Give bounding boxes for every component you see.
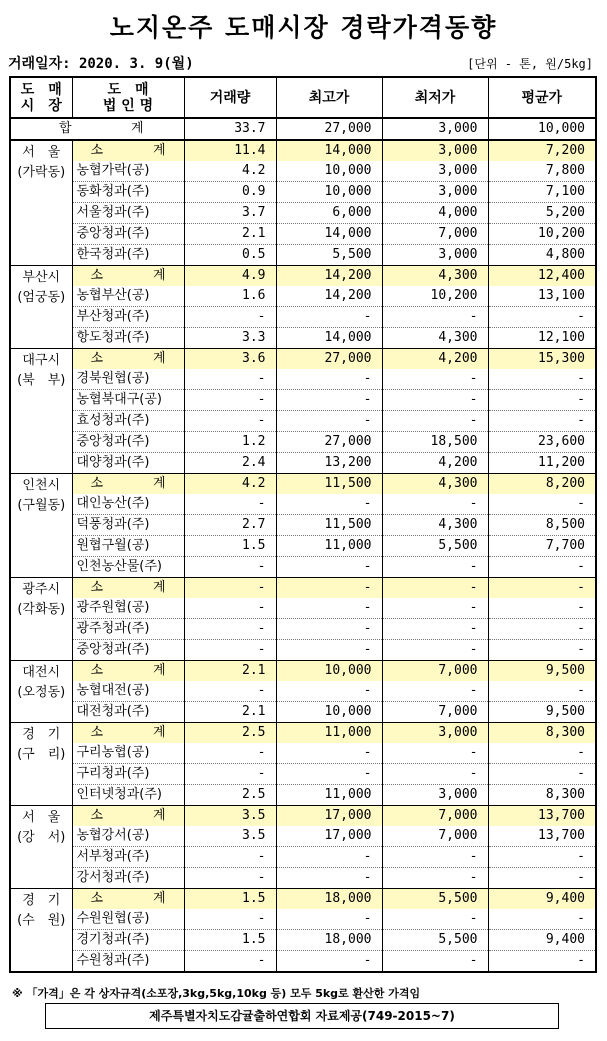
market-district: (가락동) bbox=[17, 165, 66, 180]
cell-volume: 2.1 bbox=[184, 661, 276, 682]
corp-name: 농협부산(공) bbox=[72, 286, 184, 307]
subtotal-label: 소 계 bbox=[72, 889, 184, 910]
market-district: (오정동) bbox=[17, 685, 66, 700]
cell-avg: 9,500 bbox=[488, 702, 596, 723]
source-box: 제주특별자치도감귤출하연합회 자료제공(749-2015~7) bbox=[45, 1003, 559, 1029]
cell-max: 10,000 bbox=[276, 702, 382, 723]
total-row bbox=[10, 118, 596, 140]
cell-max: 17,000 bbox=[276, 806, 382, 827]
corp-header: 도 매 법 인 명 bbox=[72, 77, 184, 118]
cell-volume: - bbox=[184, 640, 276, 661]
market-city: 경 기 bbox=[22, 893, 61, 908]
cell-min: 4,300 bbox=[382, 515, 488, 536]
table-row bbox=[10, 847, 596, 868]
cell-min: 4,300 bbox=[382, 328, 488, 349]
cell-max: - bbox=[276, 764, 382, 785]
table-row bbox=[10, 328, 596, 349]
cell-min: 7,000 bbox=[382, 224, 488, 245]
cell-min: 18,500 bbox=[382, 432, 488, 453]
cell-max: 14,200 bbox=[276, 286, 382, 307]
corp-name: 중앙청과(주) bbox=[72, 224, 184, 245]
cell-volume: 1.5 bbox=[184, 889, 276, 910]
table-row bbox=[10, 432, 596, 453]
cell-avg: 15,300 bbox=[488, 349, 596, 370]
corp-name: 원협구월(공) bbox=[72, 536, 184, 557]
corp-name: 서울청과(주) bbox=[72, 203, 184, 224]
corp-name: 수원원협(공) bbox=[72, 909, 184, 930]
table-row bbox=[10, 619, 596, 640]
cell-volume: - bbox=[184, 411, 276, 432]
cell-avg: 9,500 bbox=[488, 661, 596, 682]
corp-name: 경기청과(주) bbox=[72, 930, 184, 951]
cell-min: 4,300 bbox=[382, 474, 488, 495]
cell-volume: - bbox=[184, 307, 276, 328]
subtotal-row bbox=[10, 806, 596, 827]
cell-min: - bbox=[382, 764, 488, 785]
cell-avg: 9,400 bbox=[488, 889, 596, 910]
cell-avg: 12,100 bbox=[488, 328, 596, 349]
page-title: 노지온주 도매시장 경락가격동향 bbox=[109, 13, 498, 42]
cell-min: 4,200 bbox=[382, 453, 488, 474]
market-city: 서 울 bbox=[22, 810, 61, 825]
cell-volume: 2.4 bbox=[184, 453, 276, 474]
subtotal-row bbox=[10, 578, 596, 599]
table-row bbox=[10, 286, 596, 307]
table-row bbox=[10, 182, 596, 203]
table-row bbox=[10, 640, 596, 661]
cell-avg: - bbox=[488, 598, 596, 619]
table-row bbox=[10, 390, 596, 411]
cell-avg: 11,200 bbox=[488, 453, 596, 474]
cell-avg: - bbox=[488, 390, 596, 411]
cell-volume: - bbox=[184, 578, 276, 599]
subtotal-label: 소 계 bbox=[72, 578, 184, 599]
cell-volume: - bbox=[184, 619, 276, 640]
cell-max: - bbox=[276, 909, 382, 930]
market-region bbox=[10, 889, 72, 973]
corp-name: 구리청과(주) bbox=[72, 764, 184, 785]
cell-volume: - bbox=[184, 868, 276, 889]
corp-name: 한국청과(주) bbox=[72, 245, 184, 266]
table-row bbox=[10, 764, 596, 785]
cell-min: - bbox=[382, 847, 488, 868]
cell-min: - bbox=[382, 868, 488, 889]
market-district: (강 서) bbox=[17, 830, 66, 845]
cell-min: - bbox=[382, 951, 488, 973]
market-district: (각화동) bbox=[17, 602, 66, 617]
cell-min: 10,200 bbox=[382, 286, 488, 307]
market-district: (구월동) bbox=[17, 498, 66, 513]
corp-name: 경북원협(공) bbox=[72, 369, 184, 390]
corp-name: 중앙청과(주) bbox=[72, 640, 184, 661]
cell-max: 18,000 bbox=[276, 889, 382, 910]
cell-max: - bbox=[276, 390, 382, 411]
cell-max: - bbox=[276, 951, 382, 973]
subtotal-row bbox=[10, 140, 596, 161]
total-volume: 33.7 bbox=[184, 118, 276, 140]
avg-price-header: 평균가 bbox=[488, 77, 596, 118]
cell-max: 13,200 bbox=[276, 453, 382, 474]
cell-avg: - bbox=[488, 494, 596, 515]
market-region bbox=[10, 723, 72, 806]
table-row bbox=[10, 909, 596, 930]
cell-volume: - bbox=[184, 681, 276, 702]
corp-name: 인천농산물(주) bbox=[72, 557, 184, 578]
table-row bbox=[10, 743, 596, 764]
subtotal-row bbox=[10, 661, 596, 682]
total-max: 27,000 bbox=[276, 118, 382, 140]
min-price-header: 최저가 bbox=[382, 77, 488, 118]
corp-name: 농협대전(공) bbox=[72, 681, 184, 702]
corp-name: 강서청과(주) bbox=[72, 868, 184, 889]
cell-min: 7,000 bbox=[382, 826, 488, 847]
volume-header: 거래량 bbox=[184, 77, 276, 118]
cell-max: - bbox=[276, 578, 382, 599]
table-row bbox=[10, 411, 596, 432]
subtotal-row bbox=[10, 266, 596, 287]
cell-avg: 7,800 bbox=[488, 161, 596, 182]
subtotal-label: 소 계 bbox=[72, 266, 184, 287]
cell-avg: - bbox=[488, 411, 596, 432]
corp-name: 인터넷청과(주) bbox=[72, 785, 184, 806]
cell-min: 4,300 bbox=[382, 266, 488, 287]
cell-avg: - bbox=[488, 619, 596, 640]
cell-min: 3,000 bbox=[382, 182, 488, 203]
cell-volume: - bbox=[184, 390, 276, 411]
cell-avg: - bbox=[488, 951, 596, 973]
market-district: (구 리) bbox=[17, 747, 66, 762]
cell-volume: - bbox=[184, 847, 276, 868]
subtotal-label: 소 계 bbox=[72, 140, 184, 161]
cell-volume: - bbox=[184, 598, 276, 619]
corp-name: 광주원협(공) bbox=[72, 598, 184, 619]
corp-name: 덕풍청과(주) bbox=[72, 515, 184, 536]
cell-min: 7,000 bbox=[382, 702, 488, 723]
market-header: 도 매 시 장 bbox=[10, 77, 72, 118]
table-row bbox=[10, 930, 596, 951]
cell-volume: 3.7 bbox=[184, 203, 276, 224]
cell-min: - bbox=[382, 598, 488, 619]
market-city: 인천시 bbox=[22, 478, 61, 493]
cell-volume: 11.4 bbox=[184, 140, 276, 161]
cell-max: - bbox=[276, 494, 382, 515]
cell-min: 5,500 bbox=[382, 930, 488, 951]
cell-min: - bbox=[382, 909, 488, 930]
cell-max: 14,000 bbox=[276, 224, 382, 245]
cell-min: 3,000 bbox=[382, 245, 488, 266]
cell-volume: 2.1 bbox=[184, 702, 276, 723]
cell-avg: - bbox=[488, 557, 596, 578]
cell-avg: 9,400 bbox=[488, 930, 596, 951]
table-row bbox=[10, 494, 596, 515]
table-row bbox=[10, 598, 596, 619]
cell-avg: 10,200 bbox=[488, 224, 596, 245]
cell-volume: 3.5 bbox=[184, 826, 276, 847]
cell-avg: 23,600 bbox=[488, 432, 596, 453]
cell-avg: 8,300 bbox=[488, 785, 596, 806]
market-city: 광주시 bbox=[22, 582, 61, 597]
subtotal-row bbox=[10, 474, 596, 495]
cell-max: 10,000 bbox=[276, 661, 382, 682]
cell-volume: 0.9 bbox=[184, 182, 276, 203]
table-row bbox=[10, 224, 596, 245]
cell-avg: 12,400 bbox=[488, 266, 596, 287]
market-district: (수 원) bbox=[17, 913, 66, 928]
table-row bbox=[10, 951, 596, 973]
table-row bbox=[10, 161, 596, 182]
cell-avg: 7,100 bbox=[488, 182, 596, 203]
table-row bbox=[10, 702, 596, 723]
cell-max: - bbox=[276, 411, 382, 432]
cell-avg: - bbox=[488, 681, 596, 702]
total-label: 합 계 bbox=[10, 118, 184, 140]
cell-max: 6,000 bbox=[276, 203, 382, 224]
trade-date: 거래일자: 2020. 3. 9(월) bbox=[8, 56, 194, 72]
cell-volume: - bbox=[184, 557, 276, 578]
cell-volume: 2.5 bbox=[184, 723, 276, 744]
corp-name: 항도청과(주) bbox=[72, 328, 184, 349]
cell-avg: - bbox=[488, 640, 596, 661]
market-region bbox=[10, 349, 72, 474]
cell-max: 18,000 bbox=[276, 930, 382, 951]
subtotal-label: 소 계 bbox=[72, 474, 184, 495]
cell-min: - bbox=[382, 640, 488, 661]
cell-avg: - bbox=[488, 847, 596, 868]
corp-name: 대양청과(주) bbox=[72, 453, 184, 474]
cell-volume: - bbox=[184, 369, 276, 390]
cell-max: 14,000 bbox=[276, 140, 382, 161]
cell-volume: 2.5 bbox=[184, 785, 276, 806]
market-region bbox=[10, 140, 72, 266]
market-district: (엄궁동) bbox=[17, 290, 66, 305]
table-row bbox=[10, 826, 596, 847]
cell-avg: - bbox=[488, 764, 596, 785]
market-city: 대구시 bbox=[22, 353, 61, 368]
cell-min: 7,000 bbox=[382, 806, 488, 827]
table-row bbox=[10, 245, 596, 266]
max-price-header: 최고가 bbox=[276, 77, 382, 118]
market-city: 대전시 bbox=[22, 665, 61, 680]
market-region bbox=[10, 474, 72, 578]
cell-min: - bbox=[382, 390, 488, 411]
table-row bbox=[10, 536, 596, 557]
cell-avg: - bbox=[488, 369, 596, 390]
cell-min: 5,500 bbox=[382, 536, 488, 557]
cell-min: - bbox=[382, 557, 488, 578]
cell-avg: 5,200 bbox=[488, 203, 596, 224]
corp-name: 대인농산(주) bbox=[72, 494, 184, 515]
cell-avg: 7,700 bbox=[488, 536, 596, 557]
cell-volume: 0.5 bbox=[184, 245, 276, 266]
table-row bbox=[10, 868, 596, 889]
cell-volume: 2.1 bbox=[184, 224, 276, 245]
corp-name: 대전청과(주) bbox=[72, 702, 184, 723]
cell-min: 4,200 bbox=[382, 349, 488, 370]
cell-max: 17,000 bbox=[276, 826, 382, 847]
total-min: 3,000 bbox=[382, 118, 488, 140]
cell-max: - bbox=[276, 369, 382, 390]
cell-min: - bbox=[382, 307, 488, 328]
cell-volume: 1.6 bbox=[184, 286, 276, 307]
cell-avg: 13,100 bbox=[488, 286, 596, 307]
cell-volume: 3.6 bbox=[184, 349, 276, 370]
cell-max: 14,000 bbox=[276, 328, 382, 349]
table-header-row bbox=[10, 77, 596, 118]
cell-min: - bbox=[382, 411, 488, 432]
cell-max: 11,500 bbox=[276, 474, 382, 495]
cell-volume: - bbox=[184, 743, 276, 764]
market-region bbox=[10, 266, 72, 349]
cell-volume: - bbox=[184, 909, 276, 930]
cell-max: 27,000 bbox=[276, 432, 382, 453]
cell-volume: 2.7 bbox=[184, 515, 276, 536]
cell-max: 14,200 bbox=[276, 266, 382, 287]
cell-avg: - bbox=[488, 578, 596, 599]
cell-min: - bbox=[382, 619, 488, 640]
subtotal-label: 소 계 bbox=[72, 806, 184, 827]
cell-volume: 1.5 bbox=[184, 930, 276, 951]
table-row bbox=[10, 681, 596, 702]
cell-max: 11,000 bbox=[276, 785, 382, 806]
cell-avg: 4,800 bbox=[488, 245, 596, 266]
table-row bbox=[10, 785, 596, 806]
cell-max: - bbox=[276, 557, 382, 578]
table-row bbox=[10, 557, 596, 578]
cell-avg: 8,300 bbox=[488, 723, 596, 744]
subtotal-label: 소 계 bbox=[72, 661, 184, 682]
subtotal-row bbox=[10, 723, 596, 744]
cell-max: 11,000 bbox=[276, 723, 382, 744]
table-row bbox=[10, 515, 596, 536]
table-row bbox=[10, 369, 596, 390]
cell-volume: 4.9 bbox=[184, 266, 276, 287]
corp-name: 수원청과(주) bbox=[72, 951, 184, 973]
corp-name: 광주청과(주) bbox=[72, 619, 184, 640]
cell-volume: 4.2 bbox=[184, 474, 276, 495]
cell-min: - bbox=[382, 494, 488, 515]
cell-avg: - bbox=[488, 909, 596, 930]
table-row bbox=[10, 203, 596, 224]
cell-min: 4,000 bbox=[382, 203, 488, 224]
market-city: 경 기 bbox=[22, 727, 61, 742]
cell-volume: - bbox=[184, 764, 276, 785]
cell-min: - bbox=[382, 743, 488, 764]
cell-min: 3,000 bbox=[382, 723, 488, 744]
cell-max: - bbox=[276, 619, 382, 640]
corp-name: 농협북대구(공) bbox=[72, 390, 184, 411]
subtotal-row bbox=[10, 889, 596, 910]
cell-max: - bbox=[276, 847, 382, 868]
cell-avg: 13,700 bbox=[488, 806, 596, 827]
footnote: ※ 「가격」은 각 상자규격(소포장,3kg,5kg,10kg 등) 모두 5kg로 환산한 가격임 bbox=[12, 987, 421, 1000]
cell-min: - bbox=[382, 369, 488, 390]
corp-name: 동화청과(주) bbox=[72, 182, 184, 203]
cell-avg: - bbox=[488, 743, 596, 764]
cell-min: - bbox=[382, 578, 488, 599]
table-row bbox=[10, 307, 596, 328]
cell-volume: 4.2 bbox=[184, 161, 276, 182]
market-region bbox=[10, 806, 72, 889]
cell-volume: - bbox=[184, 951, 276, 973]
subtotal-label: 소 계 bbox=[72, 723, 184, 744]
corp-name: 부산청과(주) bbox=[72, 307, 184, 328]
cell-max: 11,500 bbox=[276, 515, 382, 536]
corp-name: 농협가락(공) bbox=[72, 161, 184, 182]
corp-name: 효성청과(주) bbox=[72, 411, 184, 432]
table-row bbox=[10, 453, 596, 474]
cell-avg: 8,200 bbox=[488, 474, 596, 495]
corp-name: 서부청과(주) bbox=[72, 847, 184, 868]
cell-min: 3,000 bbox=[382, 140, 488, 161]
cell-max: 10,000 bbox=[276, 182, 382, 203]
market-city: 서 울 bbox=[22, 145, 61, 160]
cell-max: - bbox=[276, 868, 382, 889]
cell-volume: - bbox=[184, 494, 276, 515]
market-region bbox=[10, 661, 72, 723]
corp-name: 중앙청과(주) bbox=[72, 432, 184, 453]
cell-min: - bbox=[382, 681, 488, 702]
cell-avg: 7,200 bbox=[488, 140, 596, 161]
corp-name: 농협강서(공) bbox=[72, 826, 184, 847]
cell-max: 5,500 bbox=[276, 245, 382, 266]
cell-avg: - bbox=[488, 307, 596, 328]
cell-max: 27,000 bbox=[276, 349, 382, 370]
market-city: 부산시 bbox=[22, 270, 61, 285]
cell-max: - bbox=[276, 598, 382, 619]
corp-name: 구리농협(공) bbox=[72, 743, 184, 764]
cell-max: - bbox=[276, 307, 382, 328]
cell-max: - bbox=[276, 743, 382, 764]
cell-min: 3,000 bbox=[382, 161, 488, 182]
cell-max: 10,000 bbox=[276, 161, 382, 182]
cell-volume: 3.5 bbox=[184, 806, 276, 827]
unit-label: [단위 - 톤, 원/5kg] bbox=[467, 57, 593, 71]
cell-avg: 8,500 bbox=[488, 515, 596, 536]
market-region bbox=[10, 578, 72, 661]
cell-min: 7,000 bbox=[382, 661, 488, 682]
total-avg: 10,000 bbox=[488, 118, 596, 140]
cell-volume: 3.3 bbox=[184, 328, 276, 349]
cell-max: - bbox=[276, 640, 382, 661]
market-district: (북 부) bbox=[17, 373, 66, 388]
cell-max: 11,000 bbox=[276, 536, 382, 557]
cell-avg: - bbox=[488, 868, 596, 889]
subtotal-label: 소 계 bbox=[72, 349, 184, 370]
cell-avg: 13,700 bbox=[488, 826, 596, 847]
price-table bbox=[9, 76, 597, 973]
cell-volume: 1.2 bbox=[184, 432, 276, 453]
cell-max: - bbox=[276, 681, 382, 702]
cell-min: 5,500 bbox=[382, 889, 488, 910]
subtotal-row bbox=[10, 349, 596, 370]
cell-min: 3,000 bbox=[382, 785, 488, 806]
cell-volume: 1.5 bbox=[184, 536, 276, 557]
